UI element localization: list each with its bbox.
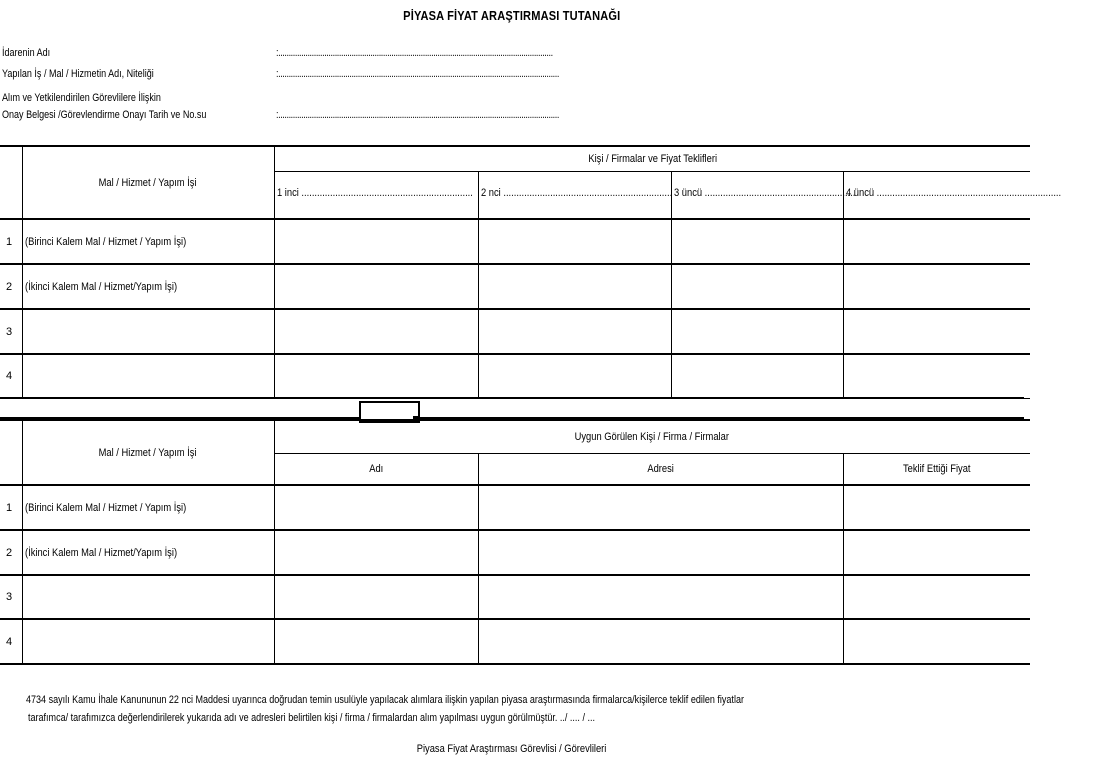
price-cell[interactable] xyxy=(671,309,843,354)
item-cell[interactable]: (Birinci Kalem Mal / Hizmet / Yapım İşi) xyxy=(22,219,274,264)
table-row xyxy=(0,354,1030,398)
footer-text-line-1: 4734 sayılı Kamu İhale Kanununun 22 nci Maddesi uyarınca doğrudan temin usulüyle yapılacak alımlara ilişkin yapılan piyasa araştırmasında firmalarca/kişilerce teklif edilen fiyatlar xyxy=(26,694,744,706)
item-cell[interactable]: (İkinci Kalem Mal / Hizmet/Yapım İşi) xyxy=(22,530,274,575)
alim-label-1: Alım ve Yetkilendirilen Görevlilere İlişkin xyxy=(2,92,161,104)
address-cell[interactable] xyxy=(478,530,843,575)
table-row xyxy=(0,485,1030,530)
row-number: 3 xyxy=(0,309,22,354)
offers-table xyxy=(0,145,1061,399)
t1-firm-col-3[interactable]: 3 üncü .......................................................... xyxy=(671,171,843,219)
row-number: 3 xyxy=(0,575,22,619)
t2-suitable-header: Uygun Görülen Kişi / Firma / Firmalar xyxy=(274,420,1030,453)
t2-col-address: Adresi xyxy=(478,453,843,485)
t1-offers-header: Kişi / Firmalar ve Fiyat Teklifleri xyxy=(274,146,1030,171)
price-cell[interactable] xyxy=(843,264,1030,309)
t2-item-header: Mal / Hizmet / Yapım İşi xyxy=(22,420,274,485)
table-row xyxy=(0,575,1030,619)
price-cell[interactable] xyxy=(671,354,843,398)
item-cell[interactable]: (Birinci Kalem Mal / Hizmet / Yapım İşi) xyxy=(22,485,274,530)
t1-firm-col-2[interactable]: 2 nci ................................................................. xyxy=(478,171,671,219)
price-cell[interactable] xyxy=(478,264,671,309)
row-number: 4 xyxy=(0,619,22,664)
price-cell[interactable] xyxy=(843,219,1030,264)
price-cell[interactable] xyxy=(478,354,671,398)
item-cell[interactable] xyxy=(22,575,274,619)
t1-item-header: Mal / Hizmet / Yapım İşi xyxy=(22,146,274,219)
address-cell[interactable] xyxy=(478,575,843,619)
t1-firm-col-1[interactable]: 1 inci .................................................................. xyxy=(274,171,478,219)
idare-label: İdarenin Adı xyxy=(2,47,51,59)
row-number: 2 xyxy=(0,530,22,575)
signature-label: Piyasa Fiyat Araştırması Görevlisi / Görevlileri xyxy=(417,743,607,755)
t1-num-header xyxy=(0,146,22,219)
name-cell[interactable] xyxy=(274,575,478,619)
price-cell[interactable] xyxy=(274,219,478,264)
price-cell[interactable] xyxy=(843,575,1030,619)
t2-num-header xyxy=(0,420,22,485)
name-cell[interactable] xyxy=(274,485,478,530)
row-number: 2 xyxy=(0,264,22,309)
alim-value[interactable]: :...................................................................................................................................... xyxy=(276,109,559,121)
price-cell[interactable] xyxy=(843,354,1030,398)
page-title: PİYASA FİYAT ARAŞTIRMASI TUTANAĞI xyxy=(403,8,621,23)
row-number: 4 xyxy=(0,354,22,398)
row-number: 1 xyxy=(0,219,22,264)
price-cell[interactable] xyxy=(843,619,1030,664)
table-row xyxy=(0,264,1030,309)
price-cell[interactable] xyxy=(843,530,1030,575)
is-value[interactable]: :...................................................................................................................................... xyxy=(276,68,559,80)
price-cell[interactable] xyxy=(274,309,478,354)
address-cell[interactable] xyxy=(478,485,843,530)
price-cell[interactable] xyxy=(843,309,1030,354)
price-cell[interactable] xyxy=(843,485,1030,530)
item-cell[interactable] xyxy=(22,309,274,354)
divider xyxy=(0,397,1024,399)
footer-text-line-2: tarafımca/ tarafımızca değerlendirilerek yukarıda adı ve adresleri belirtilen kişi / firma / firmalardan alım yapılması uygun görülmüştür. ../ .... / ... xyxy=(28,712,595,724)
price-cell[interactable] xyxy=(671,264,843,309)
name-cell[interactable] xyxy=(274,619,478,664)
price-cell[interactable] xyxy=(478,219,671,264)
idare-value[interactable]: :................................................................................................................................... xyxy=(276,47,553,59)
price-cell[interactable] xyxy=(671,219,843,264)
price-cell[interactable] xyxy=(274,264,478,309)
separator-band xyxy=(0,397,1024,419)
t2-col-name: Adı xyxy=(274,453,478,485)
row-number: 1 xyxy=(0,485,22,530)
item-cell[interactable] xyxy=(22,619,274,664)
is-label: Yapılan İş / Mal / Hizmetin Adı, Niteliği xyxy=(2,68,154,80)
table-row xyxy=(0,219,1030,264)
item-cell[interactable]: (İkinci Kalem Mal / Hizmet/Yapım İşi) xyxy=(22,264,274,309)
t2-col-price: Teklif Ettiği Fiyat xyxy=(843,453,1030,485)
suitable-firms-table xyxy=(0,419,1030,665)
alim-label-2: Onay Belgesi /Görevlendirme Onayı Tarih ve No.su xyxy=(2,109,207,121)
price-cell[interactable] xyxy=(274,354,478,398)
price-cell[interactable] xyxy=(478,309,671,354)
name-cell[interactable] xyxy=(274,530,478,575)
table-row xyxy=(0,309,1030,354)
address-cell[interactable] xyxy=(478,619,843,664)
table-row xyxy=(0,619,1030,664)
item-cell[interactable] xyxy=(22,354,274,398)
t1-firm-col-4[interactable]: 4 üncü ....................................................................... xyxy=(843,171,1030,219)
table-row xyxy=(0,530,1030,575)
